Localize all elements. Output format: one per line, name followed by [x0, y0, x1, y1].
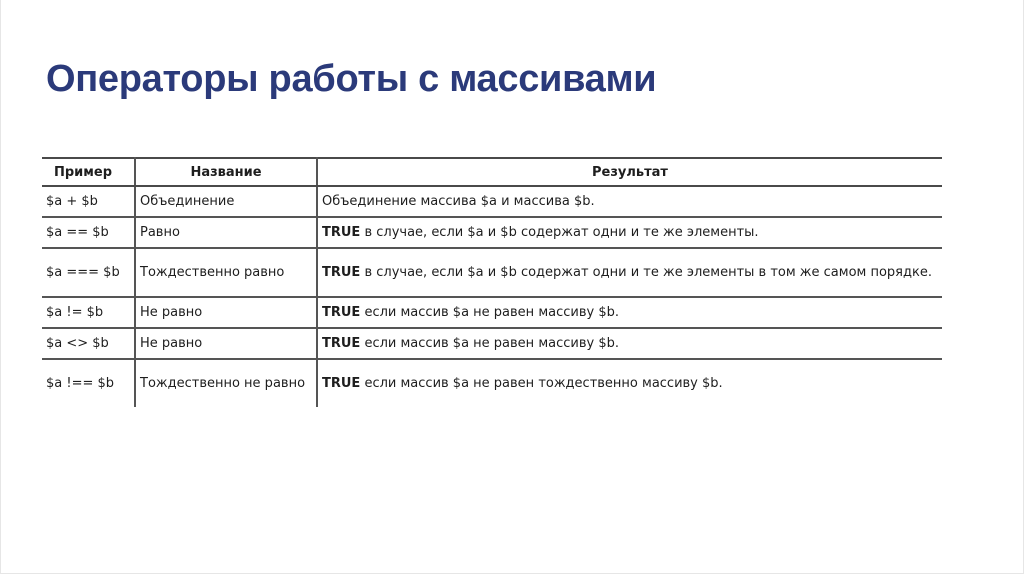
result-keyword: TRUE: [322, 336, 361, 351]
result-text: если массив $a не равен массиву $b.: [360, 305, 619, 320]
cell-result: [317, 297, 942, 328]
table-row: [42, 186, 942, 217]
operators-table: [42, 157, 942, 407]
cell-name: Не равно: [135, 328, 317, 359]
result-text: в случае, если $a и $b содержат одни и те же элементы.: [360, 225, 759, 240]
cell-example: $a !== $b: [42, 359, 135, 407]
table-row: [42, 297, 942, 328]
cell-example: $a === $b: [42, 248, 135, 297]
header-result: Результат: [317, 158, 942, 186]
cell-result: [317, 328, 942, 359]
cell-result: [317, 248, 942, 297]
result-keyword: TRUE: [322, 225, 361, 240]
cell-name: Не равно: [135, 297, 317, 328]
cell-example: $a <> $b: [42, 328, 135, 359]
table-row: [42, 248, 942, 297]
table-row: [42, 217, 942, 248]
result-keyword: TRUE: [322, 265, 361, 280]
header-name: Название: [135, 158, 317, 186]
cell-example: $a + $b: [42, 186, 135, 217]
table-header-row: [42, 158, 942, 186]
slide-title: Операторы работы с массивами: [46, 58, 657, 100]
cell-example: $a != $b: [42, 297, 135, 328]
cell-result: [317, 217, 942, 248]
cell-name: Равно: [135, 217, 317, 248]
cell-name: Тождественно равно: [135, 248, 317, 297]
cell-result: [317, 186, 942, 217]
result-keyword: TRUE: [322, 305, 361, 320]
table-row: [42, 328, 942, 359]
result-text: если массив $a не равен тождественно массиву $b.: [360, 376, 723, 391]
cell-example: $a == $b: [42, 217, 135, 248]
cell-name: Тождественно не равно: [135, 359, 317, 407]
cell-name: Объединение: [135, 186, 317, 217]
cell-result: [317, 359, 942, 407]
table-row: [42, 359, 942, 407]
result-text: если массив $a не равен массиву $b.: [360, 336, 619, 351]
result-keyword: TRUE: [322, 376, 361, 391]
result-text: в случае, если $a и $b содержат одни и те же элементы в том же самом порядке.: [360, 265, 932, 280]
header-example: Пример: [42, 158, 135, 186]
result-text: Объединение массива $a и массива $b.: [322, 194, 595, 209]
